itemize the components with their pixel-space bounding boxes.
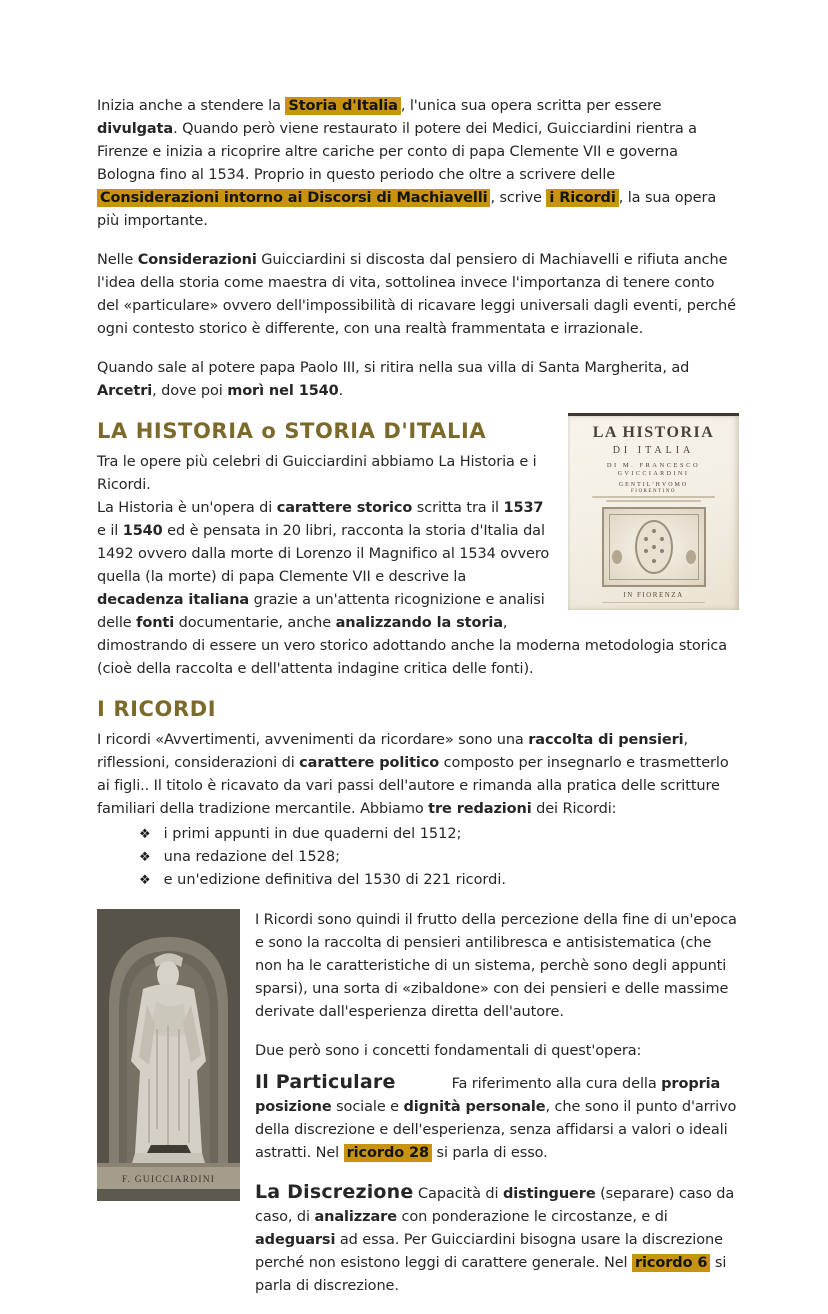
list-item [97, 846, 739, 869]
paragraph-ricordi-natura: I Ricordi sono quindi il frutto della percezione della fine di un'epoca e sono la raccolta di pensieri antilibresca e antisistematica (che non ha le caratteristiche di un sistema, perchè sono degli appunti sparsi), una sorta di «zibaldone» con dei pensieri e delle massime derivate dall'esperienza diretta dell'autore. [255, 912, 737, 1020]
book-title-line: DI ITALIA [612, 445, 695, 456]
book-imprint-blur [606, 500, 700, 502]
section-concepts [97, 909, 739, 1314]
section-la-historia [97, 419, 739, 681]
list-item-text: i primi appunti in due quaderni del 1512; [163, 826, 462, 842]
paragraph-paolo-iii: Quando sale al potere papa Paolo III, si ritira nella sua villa di Santa Margherita, ad Arcetri, dove poi morì nel 1540. [97, 360, 690, 399]
paragraph-la-discrezione: La Discrezione Capacità di distinguere (separare) caso da caso, di analizzare con ponderazione le circostanze, e di adeguarsi ad essa. Per Guicciardini bisogna usare la discrezione perché non esistono leggi di carattere generale. Nel ricordo 6 si parla di discrezione. [255, 1181, 735, 1294]
diamond-bullet-icon: ❖ [139, 873, 151, 888]
book-author-line: DI M. FRANCESCO [606, 462, 701, 469]
book-title-page-image [568, 413, 739, 610]
book-imprint-city: IN FIORENZA [623, 591, 684, 599]
book-subtitle-line: GENTIL'HVOMO [618, 482, 689, 488]
statue-illustration [97, 909, 240, 1201]
list-item-text: e un'edizione definitiva del 1530 di 221 ricordi. [163, 872, 506, 888]
book-title-line: LA HISTORIA [592, 424, 715, 441]
crest-ornament-right [686, 550, 696, 564]
list-item [97, 869, 739, 892]
guicciardini-statue-image [97, 909, 240, 1201]
paragraph-intro: Inizia anche a stendere la Storia d'Italia , l'unica sua opera scritta per essere divulgata. Quando però viene restaurato il potere dei Medici, Guicciardini rientra a Firenze e inizia a ricoprire altre cariche per conto di papa Clemente VII e governa Bologna fino al 1534. Proprio in questo periodo che oltre a scrivere delle Considerazioni intorno ai Discorsi di Machiavelli , scrive i Ricordi , la sua opera più importante. [97, 98, 717, 229]
diamond-bullet-icon: ❖ [139, 850, 151, 865]
book-author-line: GVICCIARDINI [617, 471, 690, 477]
book-imprint-blur [592, 496, 715, 498]
statue-base-label: F. GUICCIARDINI [121, 1175, 216, 1185]
medici-balls [652, 545, 656, 549]
paragraph-i-ricordi: I ricordi «Avvertimenti, avvenimenti da ricordare» sono una raccolta di pensieri, riflessioni, considerazioni di carattere politico composto per insegnarlo e trasmetterlo ai figli.. Il titolo è ricavato da vari passi dell'autore e rimanda alla pratica delle scritture familiari della tradizione mercantile. Abbiamo tre redazioni dei Ricordi: [97, 732, 729, 817]
book-printer-blur [602, 602, 705, 603]
list-item-text: una redazione del 1528; [163, 849, 340, 865]
section-heading-la-historia: LA HISTORIA o STORIA D'ITALIA [97, 419, 487, 443]
medici-crest-engraving [602, 507, 706, 587]
paragraph-considerazioni: Nelle Considerazioni Guicciardini si discosta dal pensiero di Machiavelli e rifiuta anche l'idea della storia come maestra di vita, sottolinea invece l'importanza di tenere conto del «particulare» ovvero dell'impossibilità di ricavare leggi universali dagli eventi, perché ogni contesto storico è differente, con una realtà frammentata e irrazionale. [97, 252, 736, 337]
redazioni-bullet-list [97, 823, 739, 892]
list-item [97, 823, 739, 846]
section-heading-i-ricordi: I RICORDI [97, 697, 217, 721]
paragraph-la-historia: Tra le opere più celebri di Guicciardini abbiamo La Historia e i Ricordi. La Historia è un'opera di carattere storico scritta tra il 1537 e il 1540 ed è pensata in 20 libri, racconta la storia d'Italia dal 1492 ovvero dalla morte di Lorenzo il Magnifico al 1534 ovvero quella (la morte) di papa Clemente VII e descrive la decadenza italiana grazie a un'attenta ricognizione e analisi delle fonti documentarie, anche analizzando la storia, dimostrando di essere un vero storico adottando anche la moderna metodologia storica (cioè della raccolta e dell'attenta indagine critica delle fonti). [97, 454, 728, 677]
diamond-bullet-icon: ❖ [139, 827, 151, 842]
book-subtitle-line: FIORENTINO [631, 489, 676, 494]
paragraph-due-concetti: Due però sono i concetti fondamentali di quest'opera: [255, 1043, 642, 1059]
section-i-ricordi [97, 697, 739, 892]
crest-ornament-left [612, 550, 622, 564]
concepts-text-column [255, 909, 739, 1314]
paragraph-il-particulare: Il Particulare Fa riferimento alla cura della propria posizione sociale e dignità personale, che sono il punto d'arrivo della discrezione e dell'esperienza, senza affidarsi a valori o ideali astratti. Nel ricordo 28 si parla di esso. [255, 1071, 737, 1161]
